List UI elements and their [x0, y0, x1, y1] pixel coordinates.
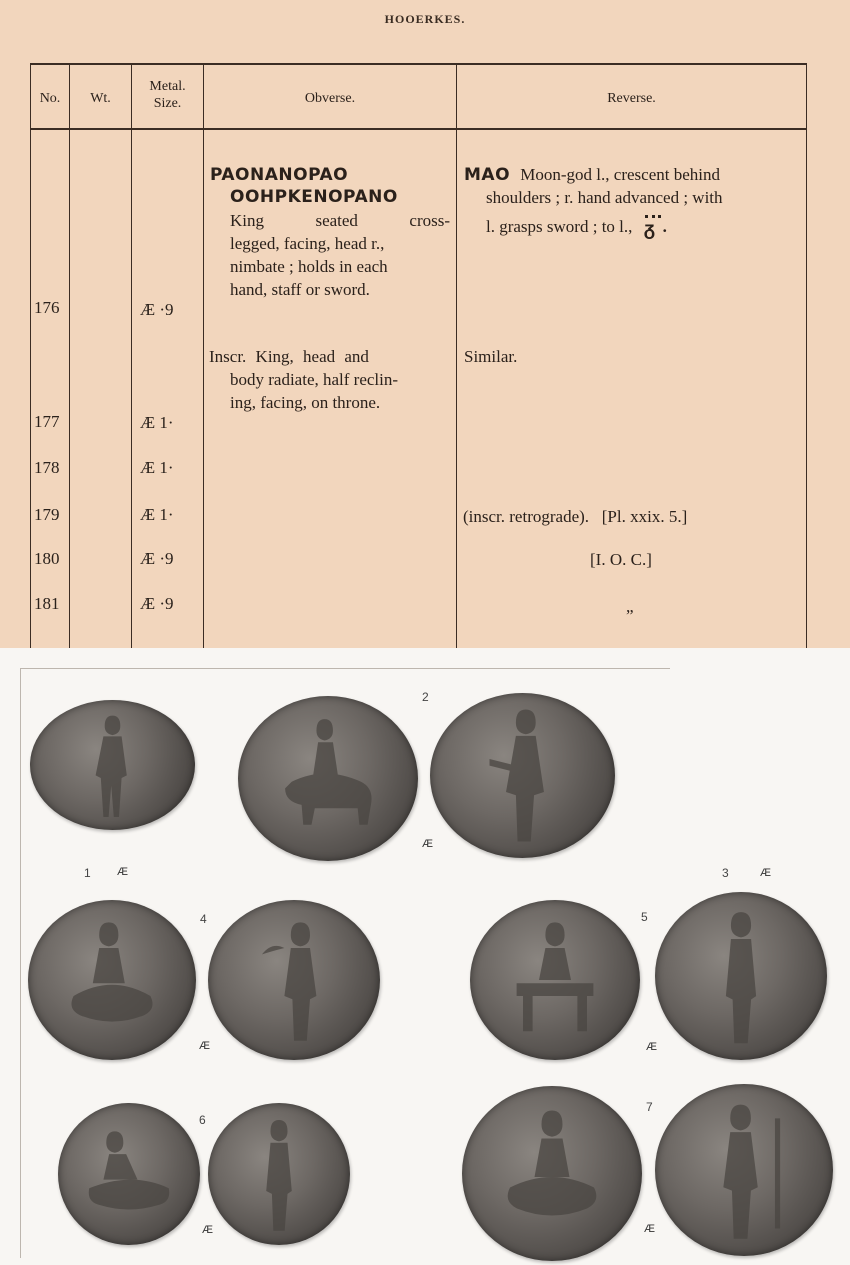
metal-mark-7: Æ [644, 1223, 655, 1235]
moon-god-figure-icon [655, 1084, 833, 1256]
coin-7-reverse [655, 1084, 833, 1256]
tamga-monogram-icon [643, 217, 663, 237]
row-reverse-180: [I. O. C.] [590, 550, 652, 569]
coin-5-obverse [470, 900, 640, 1060]
row-reverse-179: (inscr. retrograde). [Pl. xxix. 5.] [463, 507, 688, 526]
plate-number-4: 4 [200, 912, 207, 926]
plate-number-7: 7 [646, 1100, 653, 1114]
moon-god-figure-icon [208, 900, 380, 1060]
reverse2-description: Similar. [464, 347, 518, 366]
row-no-176: 176 [34, 298, 60, 317]
plate-number-6: 6 [199, 1113, 206, 1127]
column-rule-no [69, 63, 70, 648]
row-metal-177: Æ 1· [140, 413, 174, 432]
obverse-description-line4: hand, staff or sword. [230, 280, 370, 299]
plate-number-1: 1 [84, 866, 91, 880]
row-no-180: 180 [34, 549, 60, 568]
header-bottom-rule [30, 128, 806, 130]
row-metal-180: Æ ·9 [140, 549, 174, 568]
obverse-description-line2: legged, facing, head r., [230, 234, 385, 253]
header-no: No. [39, 91, 61, 106]
metal-mark-2: Æ [422, 838, 433, 850]
coin-7-obverse [462, 1086, 642, 1261]
reverse-description-line1 [464, 164, 720, 186]
obverse2-description-line2: body radiate, half reclin- [230, 370, 399, 389]
obverse-description-line1: King seated cross- [230, 211, 450, 230]
king-on-elephant-icon [238, 696, 418, 861]
reverse-description-line3: l. grasps sword ; to l., ᵹ . [486, 216, 667, 238]
running-head: HOOERKES. [384, 12, 466, 26]
obverse2-description-line3: ing, facing, on throne. [230, 393, 381, 412]
row-no-181: 181 [34, 594, 60, 613]
obverse-inscription-line1: PAONANOPAO [210, 165, 349, 185]
metal-mark-6: Æ [202, 1224, 213, 1236]
column-rule-obverse [456, 63, 457, 648]
coin-2-obverse [238, 696, 418, 861]
coin-1-obverse [30, 700, 195, 830]
row-metal-176: Æ ·9 [140, 300, 174, 319]
seated-king-figure-icon [462, 1086, 642, 1261]
table-top-rule [30, 63, 806, 65]
obverse-description-line3: nimbate ; holds in each [230, 257, 388, 276]
reverse-description-line2: shoulders ; r. hand advanced ; with [486, 188, 723, 207]
metal-mark-5: Æ [646, 1041, 657, 1053]
coin-6-reverse [208, 1103, 350, 1245]
reclining-king-figure-icon [58, 1103, 200, 1245]
row-metal-178: Æ 1· [140, 458, 174, 477]
obverse-inscription-line2: OOHPKENOPANO [230, 187, 398, 207]
king-on-throne-figure-icon [470, 900, 640, 1060]
metal-mark-4: Æ [199, 1040, 210, 1052]
reverse-description-line3-text: l. grasps sword ; to l., [486, 217, 633, 236]
metal-mark-3: Æ [760, 867, 771, 879]
header-size: Size. [153, 96, 182, 111]
plate-number-3: 3 [722, 866, 729, 880]
reverse-inscription: MAO [464, 165, 511, 185]
row-no-178: 178 [34, 458, 60, 477]
standing-deity-figure-icon [655, 892, 827, 1060]
column-rule-metal [203, 63, 204, 648]
header-wt: Wt. [90, 91, 111, 106]
row-no-177: 177 [34, 412, 60, 431]
metal-mark-1: Æ [117, 866, 128, 878]
row-metal-179: Æ 1· [140, 505, 174, 524]
standing-deity-figure-icon [208, 1103, 350, 1245]
header-obverse: Obverse. [304, 91, 356, 106]
plate-number-2: 2 [422, 690, 429, 704]
row-metal-181: Æ ·9 [140, 594, 174, 613]
standing-deity-figure-icon [430, 693, 615, 858]
header-metal: Metal. [149, 79, 186, 94]
obverse2-description-line1: Inscr. King, head and [209, 347, 369, 366]
coin-plate [0, 648, 850, 1265]
row-no-179: 179 [34, 505, 60, 524]
column-rule-left [30, 63, 31, 648]
column-rule-right [806, 63, 807, 648]
coin-2-reverse [430, 693, 615, 858]
coin-4-reverse [208, 900, 380, 1060]
coin-4-obverse [28, 900, 196, 1060]
header-reverse: Reverse. [607, 91, 656, 106]
reverse-description-line1-text: Moon-god l., crescent behind [520, 165, 720, 184]
standing-king-figure-icon [30, 700, 195, 830]
coin-6-obverse [58, 1103, 200, 1245]
seated-king-figure-icon [28, 900, 196, 1060]
row-reverse-181: „ [626, 597, 634, 616]
column-rule-wt [131, 63, 132, 648]
coin-5-reverse [655, 892, 827, 1060]
plate-number-5: 5 [641, 910, 648, 924]
